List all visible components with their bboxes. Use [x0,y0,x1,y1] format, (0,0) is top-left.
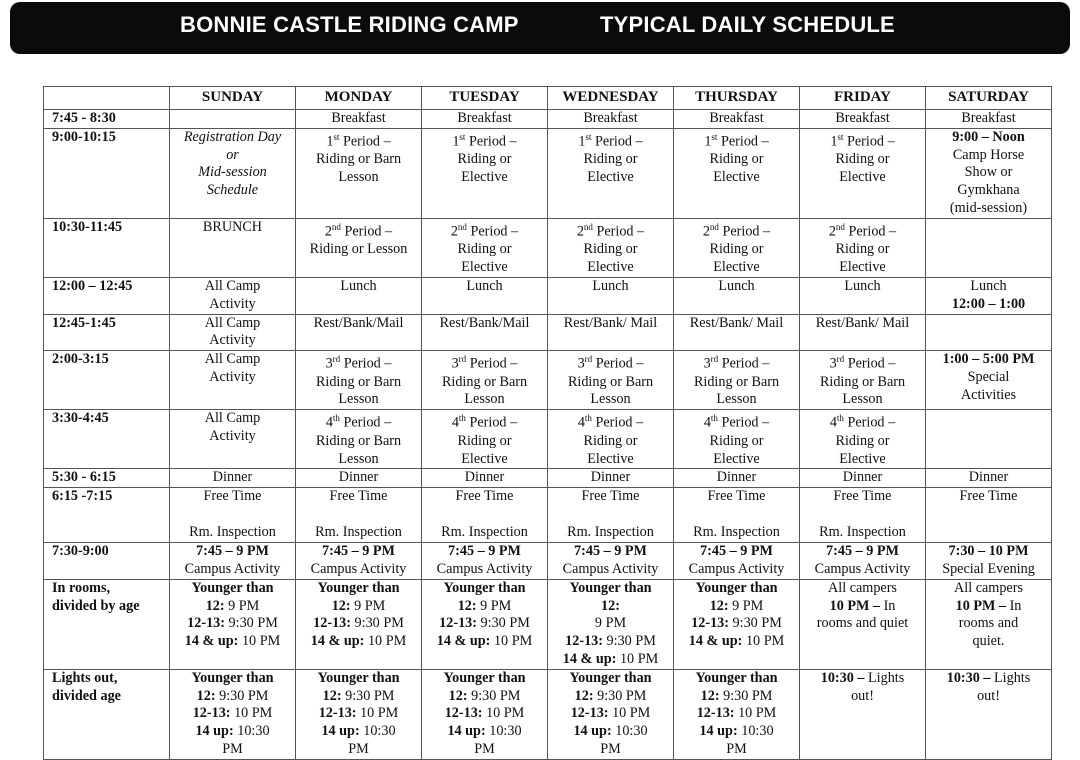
schedule-row [44,469,1052,488]
schedule-cell-thursday: Breakfast [674,110,800,129]
schedule-cell-monday: 4th Period – Riding or Barn Lesson [296,410,422,469]
day-header: WEDNESDAY [548,87,674,110]
time-slot: 3:30-4:45 [44,410,170,469]
time-slot: 12:45-1:45 [44,314,170,351]
time-slot: 6:15 -7:15 [44,488,170,543]
schedule-cell-thursday: Younger than 12: 9 PM 12-13: 9:30 PM 14 & up: 10 PM [674,579,800,669]
schedule-cell-saturday: 10:30 – Lights out! [926,669,1052,759]
schedule-cell-friday: 10:30 – Lights out! [800,669,926,759]
title-banner [10,2,1070,54]
schedule-cell-sunday: Free Time Rm. Inspection [170,488,296,543]
schedule-cell-friday: 4th Period – Riding or Elective [800,410,926,469]
schedule-cell-sunday: All Camp Activity [170,277,296,314]
schedule-cell-saturday: Dinner [926,469,1052,488]
schedule-cell-wednesday: Lunch [548,277,674,314]
schedule-cell-monday: Dinner [296,469,422,488]
schedule-cell-monday: Lunch [296,277,422,314]
schedule-cell-wednesday: Younger than 12: 9:30 PM 12-13: 10 PM 14 up: 10:30 PM [548,669,674,759]
schedule-cell-thursday: Lunch [674,277,800,314]
schedule-cell-thursday: 1st Period – Riding or Elective [674,128,800,218]
corner-cell [44,87,170,110]
schedule-cell-saturday: 1:00 – 5:00 PM Special Activities [926,351,1052,410]
time-slot: 7:45 - 8:30 [44,110,170,129]
schedule-cell-monday: Younger than 12: 9:30 PM 12-13: 10 PM 14 up: 10:30 PM [296,669,422,759]
time-slot: Lights out, divided age [44,669,170,759]
schedule-cell-sunday: Registration Day or Mid-session Schedule [170,128,296,218]
schedule-table [43,86,1052,760]
schedule-cell-monday: 1st Period – Riding or Barn Lesson [296,128,422,218]
schedule-cell-saturday: 9:00 – Noon Camp Horse Show or Gymkhana (mid-session) [926,128,1052,218]
schedule-cell-wednesday: Rest/Bank/ Mail [548,314,674,351]
schedule-cell-wednesday: Dinner [548,469,674,488]
header-row [44,87,1052,110]
schedule-cell-wednesday: 4th Period – Riding or Elective [548,410,674,469]
schedule-cell-sunday: Dinner [170,469,296,488]
schedule-cell-saturday: Free Time [926,488,1052,543]
day-header: SATURDAY [926,87,1052,110]
day-header: MONDAY [296,87,422,110]
schedule-cell-wednesday: Younger than 12: 9 PM 12-13: 9:30 PM 14 & up: 10 PM [548,579,674,669]
schedule-row [44,669,1052,759]
schedule-cell-saturday [926,218,1052,277]
schedule-cell-sunday: 7:45 – 9 PM Campus Activity [170,543,296,580]
time-slot: 10:30-11:45 [44,218,170,277]
time-slot: 7:30-9:00 [44,543,170,580]
schedule-cell-wednesday: 3rd Period – Riding or Barn Lesson [548,351,674,410]
schedule-cell-monday: Free Time Rm. Inspection [296,488,422,543]
schedule-cell-tuesday: 4th Period – Riding or Elective [422,410,548,469]
schedule-row [44,488,1052,543]
schedule-cell-tuesday: 3rd Period – Riding or Barn Lesson [422,351,548,410]
day-header: TUESDAY [422,87,548,110]
schedule-cell-wednesday: 1st Period – Riding or Elective [548,128,674,218]
schedule-cell-sunday: All Camp Activity [170,410,296,469]
schedule-cell-friday: Dinner [800,469,926,488]
time-slot: 5:30 - 6:15 [44,469,170,488]
schedule-cell-thursday: 4th Period – Riding or Elective [674,410,800,469]
schedule-cell-sunday: BRUNCH [170,218,296,277]
schedule-cell-monday: Younger than 12: 9 PM 12-13: 9:30 PM 14 & up: 10 PM [296,579,422,669]
schedule-cell-friday: 2nd Period – Riding or Elective [800,218,926,277]
day-header: THURSDAY [674,87,800,110]
time-slot: 9:00-10:15 [44,128,170,218]
schedule-cell-sunday: All Camp Activity [170,351,296,410]
schedule-cell-sunday: Younger than 12: 9:30 PM 12-13: 10 PM 14 up: 10:30 PM [170,669,296,759]
schedule-cell-wednesday: 7:45 – 9 PM Campus Activity [548,543,674,580]
schedule-cell-friday: Breakfast [800,110,926,129]
schedule-cell-friday: Free Time Rm. Inspection [800,488,926,543]
schedule-row [44,110,1052,129]
schedule-row [44,277,1052,314]
schedule-cell-tuesday: 2nd Period – Riding or Elective [422,218,548,277]
schedule-row [44,351,1052,410]
schedule-row [44,314,1052,351]
schedule-cell-thursday: Dinner [674,469,800,488]
schedule-cell-thursday: Younger than 12: 9:30 PM 12-13: 10 PM 14 up: 10:30 PM [674,669,800,759]
schedule-cell-thursday: Rest/Bank/ Mail [674,314,800,351]
schedule-cell-friday: 3rd Period – Riding or Barn Lesson [800,351,926,410]
schedule-cell-wednesday: Breakfast [548,110,674,129]
schedule-cell-saturday: 7:30 – 10 PM Special Evening [926,543,1052,580]
schedule-cell-monday: Breakfast [296,110,422,129]
camp-title: BONNIE CASTLE RIDING CAMP [180,12,519,37]
schedule-cell-tuesday: Younger than 12: 9:30 PM 12-13: 10 PM 14 up: 10:30 PM [422,669,548,759]
schedule-row [44,218,1052,277]
schedule-cell-tuesday: Breakfast [422,110,548,129]
schedule-cell-saturday [926,314,1052,351]
schedule-cell-saturday [926,410,1052,469]
schedule-cell-wednesday: 2nd Period – Riding or Elective [548,218,674,277]
schedule-row [44,410,1052,469]
schedule-cell-monday: 7:45 – 9 PM Campus Activity [296,543,422,580]
time-slot: 2:00-3:15 [44,351,170,410]
schedule-row [44,543,1052,580]
schedule-cell-sunday: All Camp Activity [170,314,296,351]
schedule-cell-tuesday: Younger than 12: 9 PM 12-13: 9:30 PM 14 & up: 10 PM [422,579,548,669]
schedule-cell-friday: All campers 10 PM – In rooms and quiet [800,579,926,669]
schedule-cell-sunday: Younger than 12: 9 PM 12-13: 9:30 PM 14 & up: 10 PM [170,579,296,669]
schedule-cell-tuesday: Rest/Bank/Mail [422,314,548,351]
schedule-cell-tuesday: Lunch [422,277,548,314]
schedule-cell-friday: Lunch [800,277,926,314]
schedule-cell-thursday: 3rd Period – Riding or Barn Lesson [674,351,800,410]
schedule-cell-monday: 2nd Period – Riding or Lesson [296,218,422,277]
schedule-cell-friday: 7:45 – 9 PM Campus Activity [800,543,926,580]
schedule-cell-thursday: Free Time Rm. Inspection [674,488,800,543]
schedule-cell-tuesday: Dinner [422,469,548,488]
schedule-row [44,128,1052,218]
schedule-cell-thursday: 7:45 – 9 PM Campus Activity [674,543,800,580]
schedule-cell-friday: Rest/Bank/ Mail [800,314,926,351]
day-header: SUNDAY [170,87,296,110]
schedule-cell-sunday [170,110,296,129]
schedule-cell-tuesday: 7:45 – 9 PM Campus Activity [422,543,548,580]
schedule-cell-friday: 1st Period – Riding or Elective [800,128,926,218]
schedule-cell-tuesday: Free Time Rm. Inspection [422,488,548,543]
time-slot: In rooms, divided by age [44,579,170,669]
schedule-cell-saturday: Breakfast [926,110,1052,129]
schedule-cell-monday: 3rd Period – Riding or Barn Lesson [296,351,422,410]
schedule-cell-saturday: Lunch 12:00 – 1:00 [926,277,1052,314]
schedule-row [44,579,1052,669]
schedule-cell-thursday: 2nd Period – Riding or Elective [674,218,800,277]
schedule-cell-monday: Rest/Bank/Mail [296,314,422,351]
schedule-cell-tuesday: 1st Period – Riding or Elective [422,128,548,218]
time-slot: 12:00 – 12:45 [44,277,170,314]
day-header: FRIDAY [800,87,926,110]
schedule-cell-wednesday: Free Time Rm. Inspection [548,488,674,543]
schedule-cell-saturday: All campers 10 PM – In rooms and quiet. [926,579,1052,669]
schedule-title: TYPICAL DAILY SCHEDULE [600,12,895,37]
